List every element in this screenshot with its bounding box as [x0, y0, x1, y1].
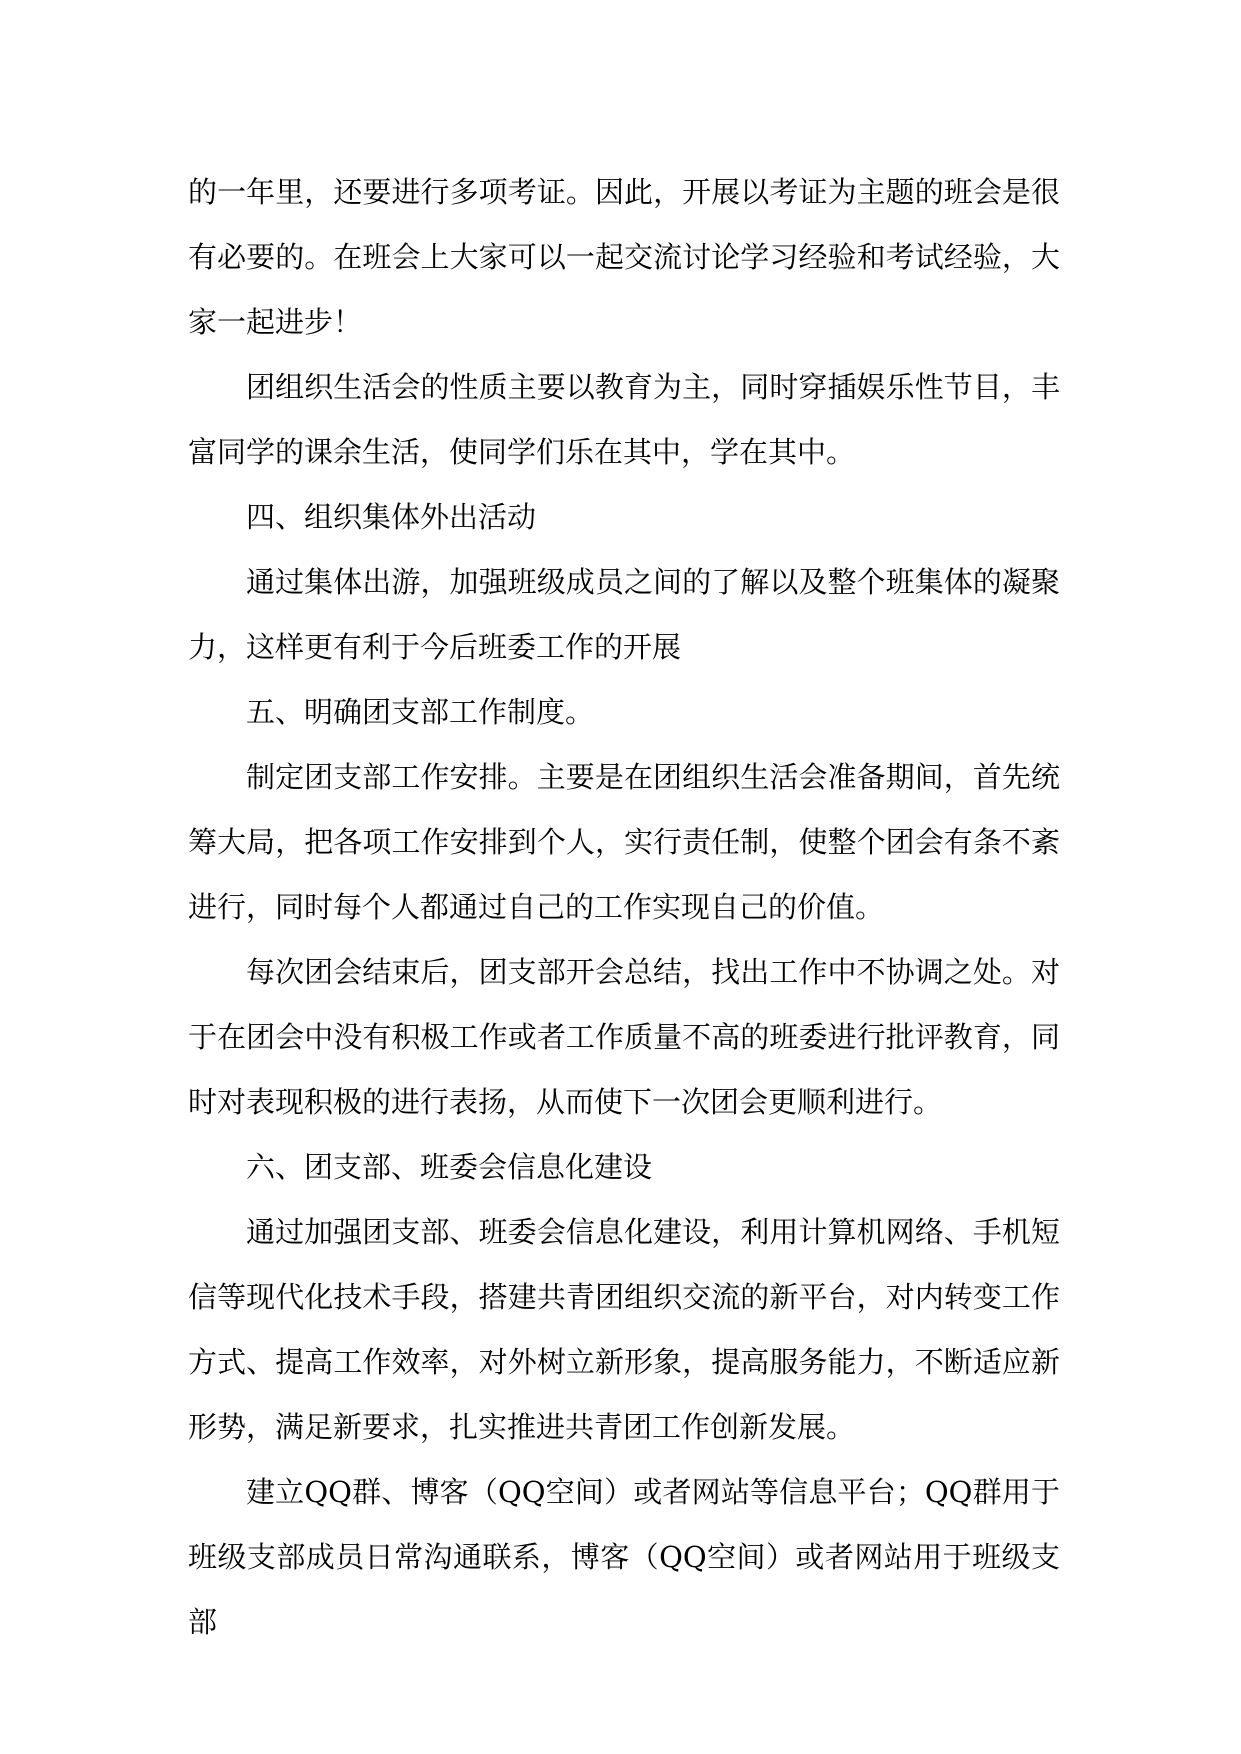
document-body: [188, 160, 1060, 1655]
section-heading-work-system: 五、明确团支部工作制度。: [246, 695, 595, 729]
paragraph: 通过加强团支部、班委会信息化建设，利用计算机网络、手机短信等现代化技术手段，搭建共青团组织交流的新平台，对内转变工作方式、提高工作效率，对外树立新形象，提高服务能力，不断适应新形势，满足新要求，扎实推进共青团工作创新发展。: [188, 1215, 1060, 1444]
section-heading-outing: 四、组织集体外出活动: [246, 500, 537, 534]
paragraph: 通过集体出游，加强班级成员之间的了解以及整个班集体的凝聚力，这样更有利于今后班委工作的开展: [188, 565, 1060, 664]
section-heading-informatization: 六、团支部、班委会信息化建设: [246, 1150, 653, 1184]
paragraph: 团组织生活会的性质主要以教育为主，同时穿插娱乐性节目，丰富同学的课余生活，使同学们乐在其中，学在其中。: [188, 370, 1060, 469]
paragraph: 每次团会结束后，团支部开会总结，找出工作中不协调之处。对于在团会中没有积极工作或者工作质量不高的班委进行批评教育，同时对表现积极的进行表扬，从而使下一次团会更顺利进行。: [188, 955, 1060, 1119]
paragraph-continuation: 的一年里，还要进行多项考证。因此，开展以考证为主题的班会是很有必要的。在班会上大家可以一起交流讨论学习经验和考试经验，大家一起进步！: [188, 175, 1060, 339]
paragraph: 制定团支部工作安排。主要是在团组织生活会准备期间，首先统筹大局，把各项工作安排到个人，实行责任制，使整个团会有条不紊进行，同时每个人都通过自己的工作实现自己的价值。: [188, 760, 1060, 924]
paragraph: 建立QQ群、博客（QQ空间）或者网站等信息平台；QQ群用于班级支部成员日常沟通联系，博客（QQ空间）或者网站用于班级支部: [188, 1475, 1060, 1639]
